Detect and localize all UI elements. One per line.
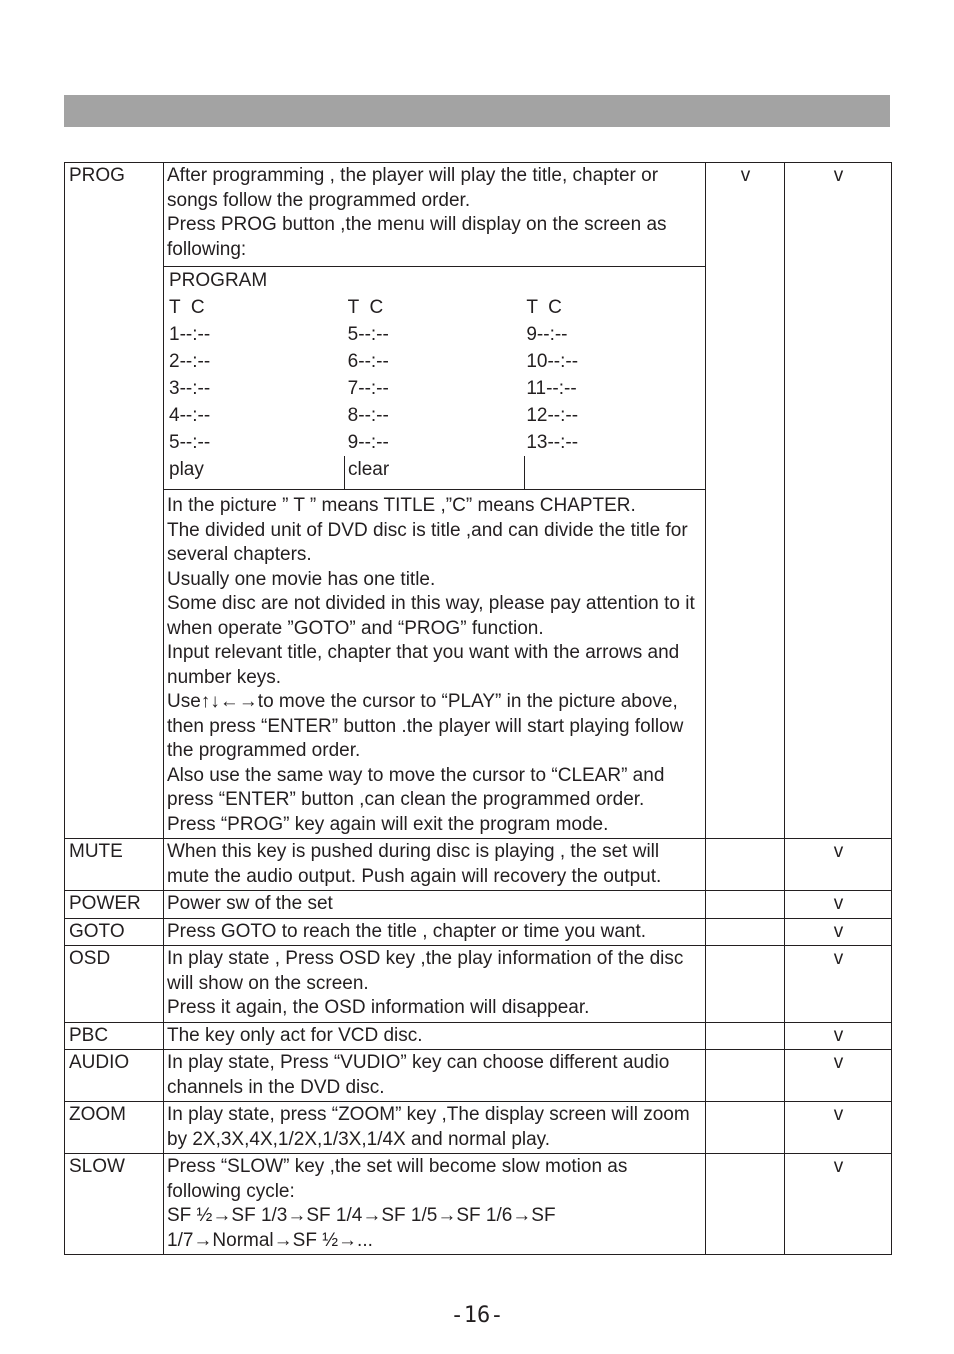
key-name: PBC [65,1022,164,1050]
menu-slot: 9--:-- [526,324,568,345]
key-name: PROG [65,163,164,839]
key-name: POWER [65,891,164,919]
mark-column-1 [706,839,785,891]
table-row-osd [65,946,892,1023]
menu-slot: 5--:-- [169,432,211,453]
mark-column-2: v [785,1022,892,1050]
menu-slot: 4--:-- [169,405,211,426]
menu-column-header: T C [169,297,205,318]
key-description: Press “SLOW” key ,the set will become slow motion as following cycle: SF ½→SF 1/3→SF 1/4→SF 1/5→SF 1/6→SF 1/7→Normal→SF ½→... [164,1154,706,1255]
key-description: Power sw of the set [164,891,706,919]
menu-slot: 1--:-- [169,324,211,345]
key-description: In play state , Press OSD key ,the play information of the disc will show on the screen. Press it again, the OSD information will disappear. [164,946,706,1023]
table-row-slow [65,1154,892,1255]
menu-slot: 8--:-- [347,405,389,426]
menu-slot: 3--:-- [169,378,211,399]
mark-column-1 [706,1102,785,1154]
program-menu-diagram [164,266,705,490]
table-row-pbc [65,1022,892,1050]
program-menu-title: PROGRAM [169,270,268,291]
mark-column-2: v [785,946,892,1023]
prog-explanation-text: In the picture ” T ” means TITLE ,”C” means CHAPTER. The divided unit of DVD disc is title ,and can divide the title for several chapters. Usually one movie has one title. Some disc are not divided in this way, please pay attention to it when operate ”GOTO” and “PROG” function. Input relevant title, chapter that you want with the arrows and number keys. Use↑↓←→to move the cursor to “PLAY” in the picture above, then press “ENTER” button .the player will start playing follow the programmed order. Also use the same way to move the cursor to “CLEAR” and press “ENTER” button ,can clean the programmed order. Press “PROG” key again will exit the program mode. [167,495,695,835]
menu-slot: 6--:-- [347,351,389,372]
mark-column-1 [706,1050,785,1102]
mark-column-1: v [706,163,785,839]
key-name: SLOW [65,1154,164,1255]
mark-column-2: v [785,891,892,919]
menu-column-header: T C [347,297,384,318]
menu-slot: 2--:-- [169,351,211,372]
key-description: Press GOTO to reach the title , chapter or time you want. [164,918,706,946]
key-description: In play state, press “ZOOM” key ,The display screen will zoom by 2X,3X,4X,1/2X,1/3X,1/4X and normal play. [164,1102,706,1154]
mark-column-2: v [785,918,892,946]
table-row-mute [65,839,892,891]
table-row-goto [65,918,892,946]
prog-description [164,163,706,839]
page-number: -16- [450,1303,504,1328]
table-row-audio [65,1050,892,1102]
prog-intro-text: After programming , the player will play the title, chapter or songs follow the programmed order. Press PROG button ,the menu will display on the screen as following: [167,165,667,260]
mark-column-1 [706,1022,785,1050]
menu-slot: 9--:-- [347,432,389,453]
menu-slot: 13--:-- [526,432,579,453]
key-name: ZOOM [65,1102,164,1154]
key-name: MUTE [65,839,164,891]
menu-clear-label: clear [344,456,524,489]
menu-slot: 12--:-- [526,405,579,426]
mark-column-2: v [785,839,892,891]
mark-column-1 [706,946,785,1023]
mark-column-2: v [785,1102,892,1154]
menu-slot: 11--:-- [526,378,577,399]
menu-slot: 5--:-- [347,324,389,345]
menu-play-label: play [169,459,204,480]
key-name: OSD [65,946,164,1023]
mark-column-2: v [785,163,892,839]
menu-slot: 10--:-- [526,351,579,372]
table-row-prog [65,163,892,839]
table-row-power [65,891,892,919]
key-name: GOTO [65,918,164,946]
remote-key-table [64,162,892,1255]
menu-empty-cell [524,456,705,489]
mark-column-1 [706,1154,785,1255]
table-row-zoom [65,1102,892,1154]
menu-slot: 7--:-- [347,378,389,399]
mark-column-1 [706,891,785,919]
mark-column-2: v [785,1154,892,1255]
mark-column-2: v [785,1050,892,1102]
section-header-bar [64,95,890,127]
key-name: AUDIO [65,1050,164,1102]
key-description: The key only act for VCD disc. [164,1022,706,1050]
key-description: In play state, Press “VUDIO” key can choose different audio channels in the DVD disc. [164,1050,706,1102]
menu-column-header: T C [526,297,562,318]
key-description: When this key is pushed during disc is playing , the set will mute the audio output. Push again will recovery the output. [164,839,706,891]
mark-column-1 [706,918,785,946]
